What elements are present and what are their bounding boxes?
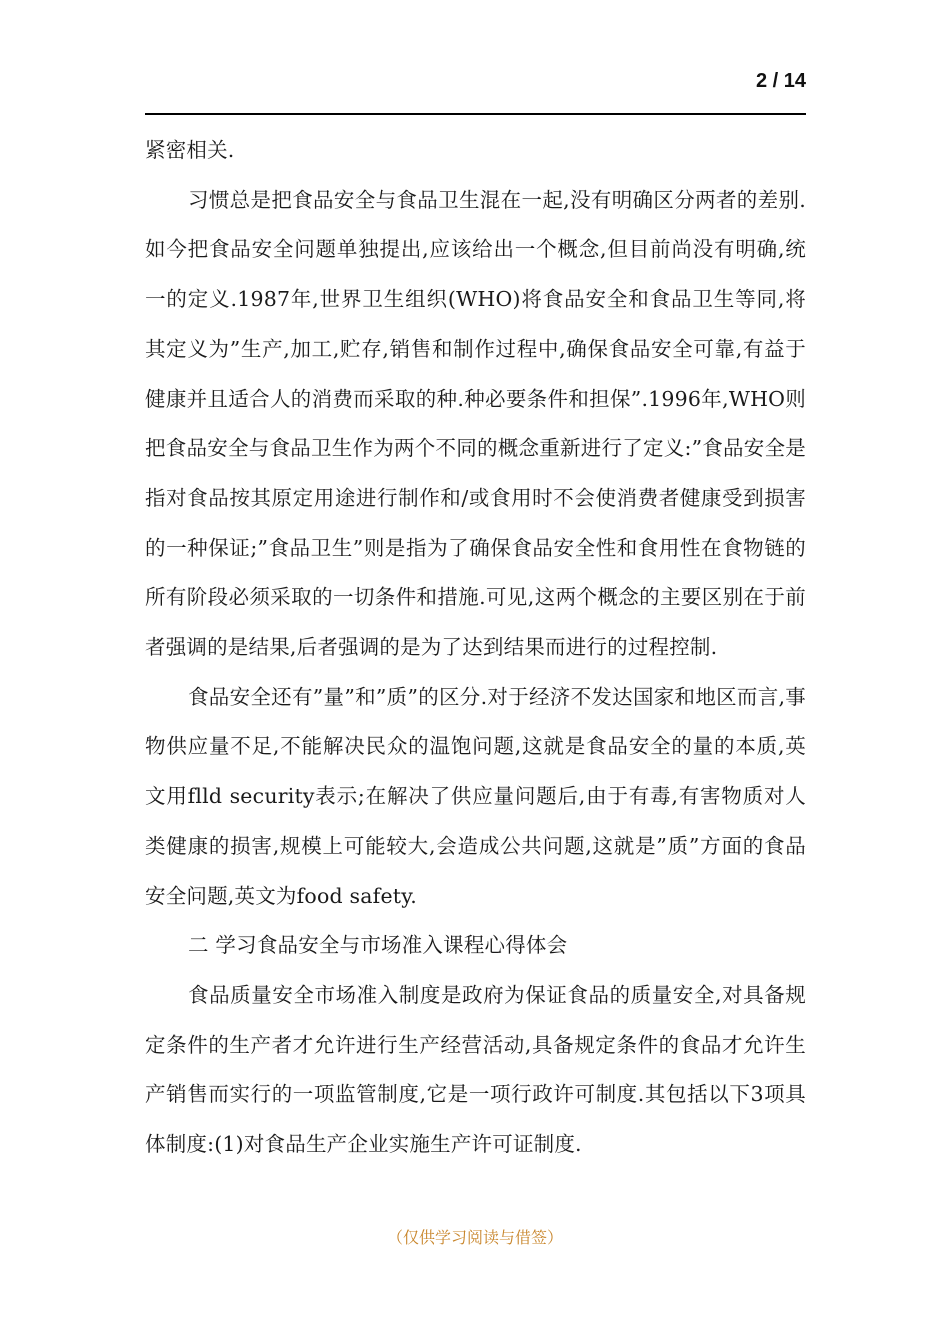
page-number: 2 / 14 (755, 70, 806, 92)
header-divider (145, 113, 806, 115)
paragraph-continuation: 紧密相关. (145, 138, 235, 162)
footer-disclaimer: （仅供学习阅读与借签） (386, 1228, 563, 1247)
paragraph-market-access: 食品质量安全市场准入制度是政府为保证食品的质量安全,对具备规定条件的生产者才允许进行生产经营活动,具备规定条件的食品才允许生产销售而实行的一项监管制度,它是一项行政许可制度.其包括以下3项具体制度:(1)对食品生产企业实施生产许可证制度. (145, 982, 806, 1157)
section-heading: 二 学习食品安全与市场准入课程心得体会 (188, 933, 568, 958)
paragraph-quantity-quality: 食品安全还有”量”和”质”的区分.对于经济不发达国家和地区而言,事物供应量不足,不能解决民众的温饱问题,这就是食品安全的量的本质,英文用flld security表示;在解决了供应量问题后,由于有毒,有害物质对人类健康的损害,规模上可能较大,会造成公共问题,这就是”质”方面的食品安全问题,英文为food safety. (145, 684, 806, 908)
document-body (145, 126, 806, 1170)
paragraph-definition: 习惯总是把食品安全与食品卫生混在一起,没有明确区分两者的差别.如今把食品安全问题单独提出,应该给出一个概念,但目前尚没有明确,统一的定义.1987年,世界卫生组织(WHO)将食品安全和食品卫生等同,将其定义为”生产,加工,贮存,销售和制作过程中,确保食品安全可靠,有益于健康并且适合人的消费而采取的种.种必要条件和担保”.1996年,WHO则把食品安全与食品卫生作为两个不同的概念重新进行了定义:”食品安全是指对食品按其原定用途进行制作和/或食用时不会使消费者健康受到损害的一种保证;”食品卫生”则是指为了确保食品安全性和食用性在食物链的所有阶段必须采取的一切条件和措施.可见,这两个概念的主要区别在于前者强调的是结果,后者强调的是为了达到结果而进行的过程控制. (145, 187, 806, 660)
